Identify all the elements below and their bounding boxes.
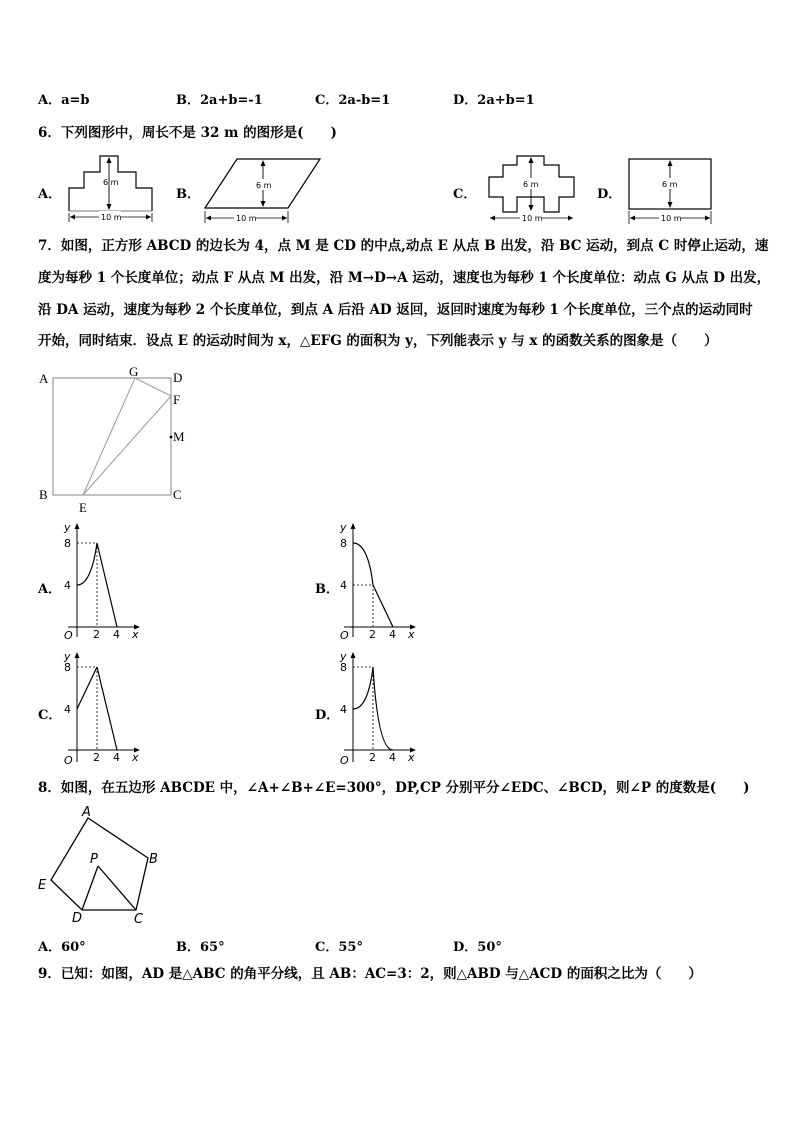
q8-label-a: A [82, 805, 91, 820]
q7-option-d-label[interactable]: D． [315, 708, 340, 723]
q7-c-x2-label: 2 [93, 751, 100, 764]
q8-label-d: D [72, 911, 83, 926]
q7-d-x2-label: 2 [369, 751, 376, 764]
q6-a-height-label: 6 m [103, 178, 119, 187]
q8-option-a[interactable]: A．60° [38, 940, 86, 955]
q7-label-c: C [173, 487, 182, 502]
q7-square-figure [34, 364, 194, 516]
q7-label-g: G [129, 364, 139, 379]
q7-stem-line-3: 沿 DA 运动，速度为每秒 2 个长度单位，到点 A 后沿 AD 返回，返回时速度为每秒 1 个长度单位，三个点的运动同时 [38, 302, 753, 318]
q6-option-d-label[interactable]: D． [597, 187, 622, 202]
q7-d-y-label: y [340, 650, 347, 663]
q7-label-m: M [173, 429, 185, 444]
q7-c-y8-label: 8 [64, 661, 71, 674]
q6-a-width-label: 10 m [101, 213, 122, 222]
q6-option-a-label[interactable]: A． [38, 187, 62, 202]
q7-label-a: A [39, 371, 49, 386]
q8-option-b[interactable]: B．65° [176, 940, 225, 955]
q6-b-height-label: 6 m [256, 181, 272, 190]
q7-d-origin-label: O [340, 754, 349, 767]
q6-stem: 6．下列图形中，周长不是 32 m 的图形是( ) [38, 125, 337, 141]
q7-d-x4-label: 4 [389, 751, 396, 764]
q7-label-f: F [173, 392, 181, 407]
q7-a-y8-label: 8 [64, 537, 71, 550]
q7-b-y4-label: 4 [340, 579, 347, 592]
q7-label-d: D [173, 370, 183, 385]
q7-b-x-label: x [408, 628, 415, 641]
q6-c-height-label: 6 m [523, 180, 539, 189]
q7-a-x2-label: 2 [93, 628, 100, 641]
q5-option-a[interactable]: A．a=b [38, 93, 90, 108]
q7-d-x-label: x [408, 751, 415, 764]
q7-a-x4-label: 4 [113, 628, 120, 641]
q8-option-c[interactable]: C．55° [315, 940, 363, 955]
q7-stem-line-1: 7．如图，正方形 ABCD 的边长为 4，点 M 是 CD 的中点,动点 E 从点 B 出发，沿 BC 运动，到点 C 时停止运动，速 [38, 238, 769, 254]
q8-label-b: B [149, 852, 158, 867]
q6-option-b-label[interactable]: B． [176, 187, 200, 202]
q8-option-d[interactable]: D．50° [453, 940, 502, 955]
q7-c-y-label: y [64, 650, 71, 663]
q7-option-b-label[interactable]: B． [315, 582, 339, 597]
q6-figure-c [486, 152, 580, 228]
q7-a-y4-label: 4 [64, 579, 71, 592]
q7-option-c-label[interactable]: C． [38, 708, 62, 723]
q7-c-x4-label: 4 [113, 751, 120, 764]
q5-option-b[interactable]: B．2a+b=-1 [176, 93, 263, 108]
q7-a-origin-label: O [64, 629, 73, 642]
q6-d-width-label: 10 m [661, 214, 682, 223]
q7-graph-b [332, 517, 424, 643]
q7-d-y4-label: 4 [340, 703, 347, 716]
q8-pentagon-figure [34, 806, 174, 928]
q7-graph-d [332, 646, 424, 772]
q7-stem-line-2: 度为每秒 1 个长度单位；动点 F 从点 M 出发，沿 M→D→A 运动，速度也为每秒 1 个长度单位：动点 G 从点 D 出发， [38, 270, 771, 286]
q7-a-x-label: x [132, 628, 139, 641]
q9-stem: 9．已知：如图，AD 是△ABC 的角平分线，且 AB：AC=3：2，则△ABD 与△ACD 的面积之比为（ ） [38, 966, 702, 982]
q7-b-origin-label: O [340, 629, 349, 642]
q8-label-p: P [90, 852, 98, 867]
q6-figure-a [66, 152, 158, 228]
q7-stem-line-4: 开始，同时结束．设点 E 的运动时间为 x，△EFG 的面积为 y，下列能表示 y 与 x 的函数关系的图象是（ ） [38, 333, 718, 349]
q7-b-x2-label: 2 [369, 628, 376, 641]
q6-d-height-label: 6 m [662, 180, 678, 189]
q6-figure-b [200, 155, 325, 230]
q7-b-x4-label: 4 [389, 628, 396, 641]
q7-c-origin-label: O [64, 754, 73, 767]
q7-graph-a [56, 517, 148, 643]
q7-b-y-label: y [340, 521, 347, 534]
q7-option-a-label[interactable]: A． [38, 582, 62, 597]
q8-label-c: C [134, 912, 144, 927]
q7-label-e: E [79, 500, 87, 515]
q7-a-y-label: y [64, 521, 71, 534]
q8-stem: 8．如图，在五边形 ABCDE 中，∠A+∠B+∠E=300°，DP,CP 分别平分∠EDC、∠BCD，则∠P 的度数是( ) [38, 780, 750, 796]
q7-c-y4-label: 4 [64, 703, 71, 716]
q7-graph-c [56, 646, 148, 772]
q7-label-b: B [39, 487, 48, 502]
q8-label-e: E [38, 878, 47, 893]
q6-option-c-label[interactable]: C． [453, 187, 477, 202]
q5-option-d[interactable]: D．2a+b=1 [453, 93, 535, 108]
q7-c-x-label: x [132, 751, 139, 764]
q6-b-width-label: 10 m [236, 214, 257, 223]
q7-d-y8-label: 8 [340, 661, 347, 674]
q7-b-y8-label: 8 [340, 537, 347, 550]
q6-figure-d [626, 156, 716, 228]
q6-c-width-label: 10 m [522, 214, 543, 223]
q5-option-c[interactable]: C．2a-b=1 [315, 93, 391, 108]
